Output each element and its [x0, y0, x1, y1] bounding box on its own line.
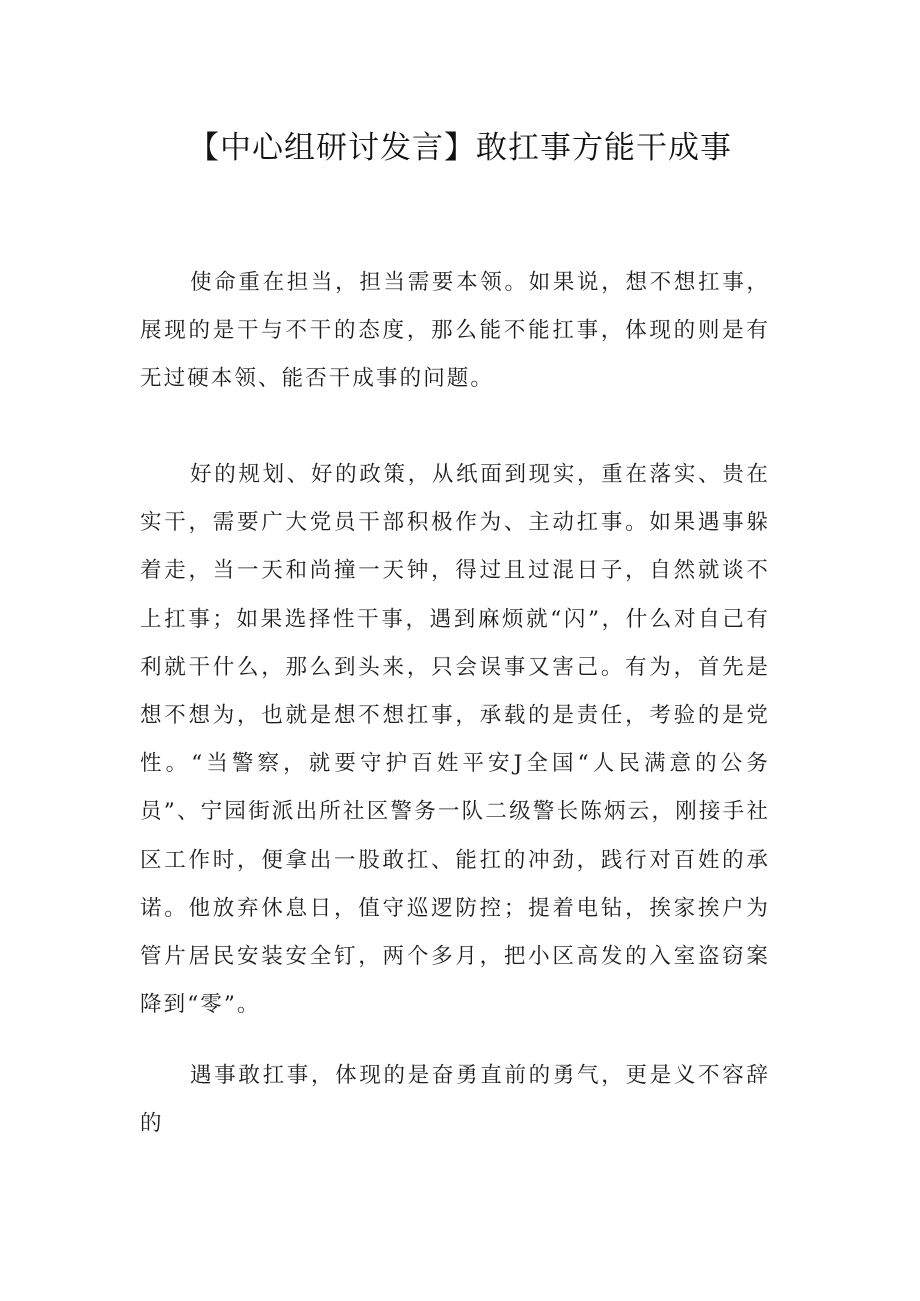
paragraph-3: 遇事敢扛事，体现的是奋勇直前的勇气，更是义不容辞的: [140, 1063, 770, 1137]
paragraph-1: 使命重在担当，担当需要本领。如果说，想不想扛事，展现的是干与不干的态度，那么能不能扛事，体现的则是有无过硬本领、能否干成事的问题。: [140, 270, 770, 392]
document-title: 【中心组研讨发言】敢扛事方能干成事: [188, 130, 732, 166]
paragraph-2: 好的规划、好的政策，从纸面到现实，重在落实、贵在实干，需要广大党员干部积极作为、主动扛事。如果遇事躲着走，当一天和尚撞一天钟，得过且过混日子，自然就谈不上扛事；如果选择性干事，遇到麻烦就“闪”，什么对自己有利就干什么，那么到头来，只会误事又害己。有为，首先是想不想为，也就是想不想扛事，承载的是责任，考验的是党性。“当警察，就要守护百姓平安J全国“人民满意的公务员”、宁园街派出所社区警务一队二级警长陈炳云，刚接手社区工作时，便拿出一股敢扛、能扛的冲劲，践行对百姓的承诺。他放弃休息日，值守巡逻防控；提着电钻，挨家挨户为管片居民安装安全钉，两个多月，把小区高发的入室盗窃案降到“零”。: [140, 462, 770, 1018]
